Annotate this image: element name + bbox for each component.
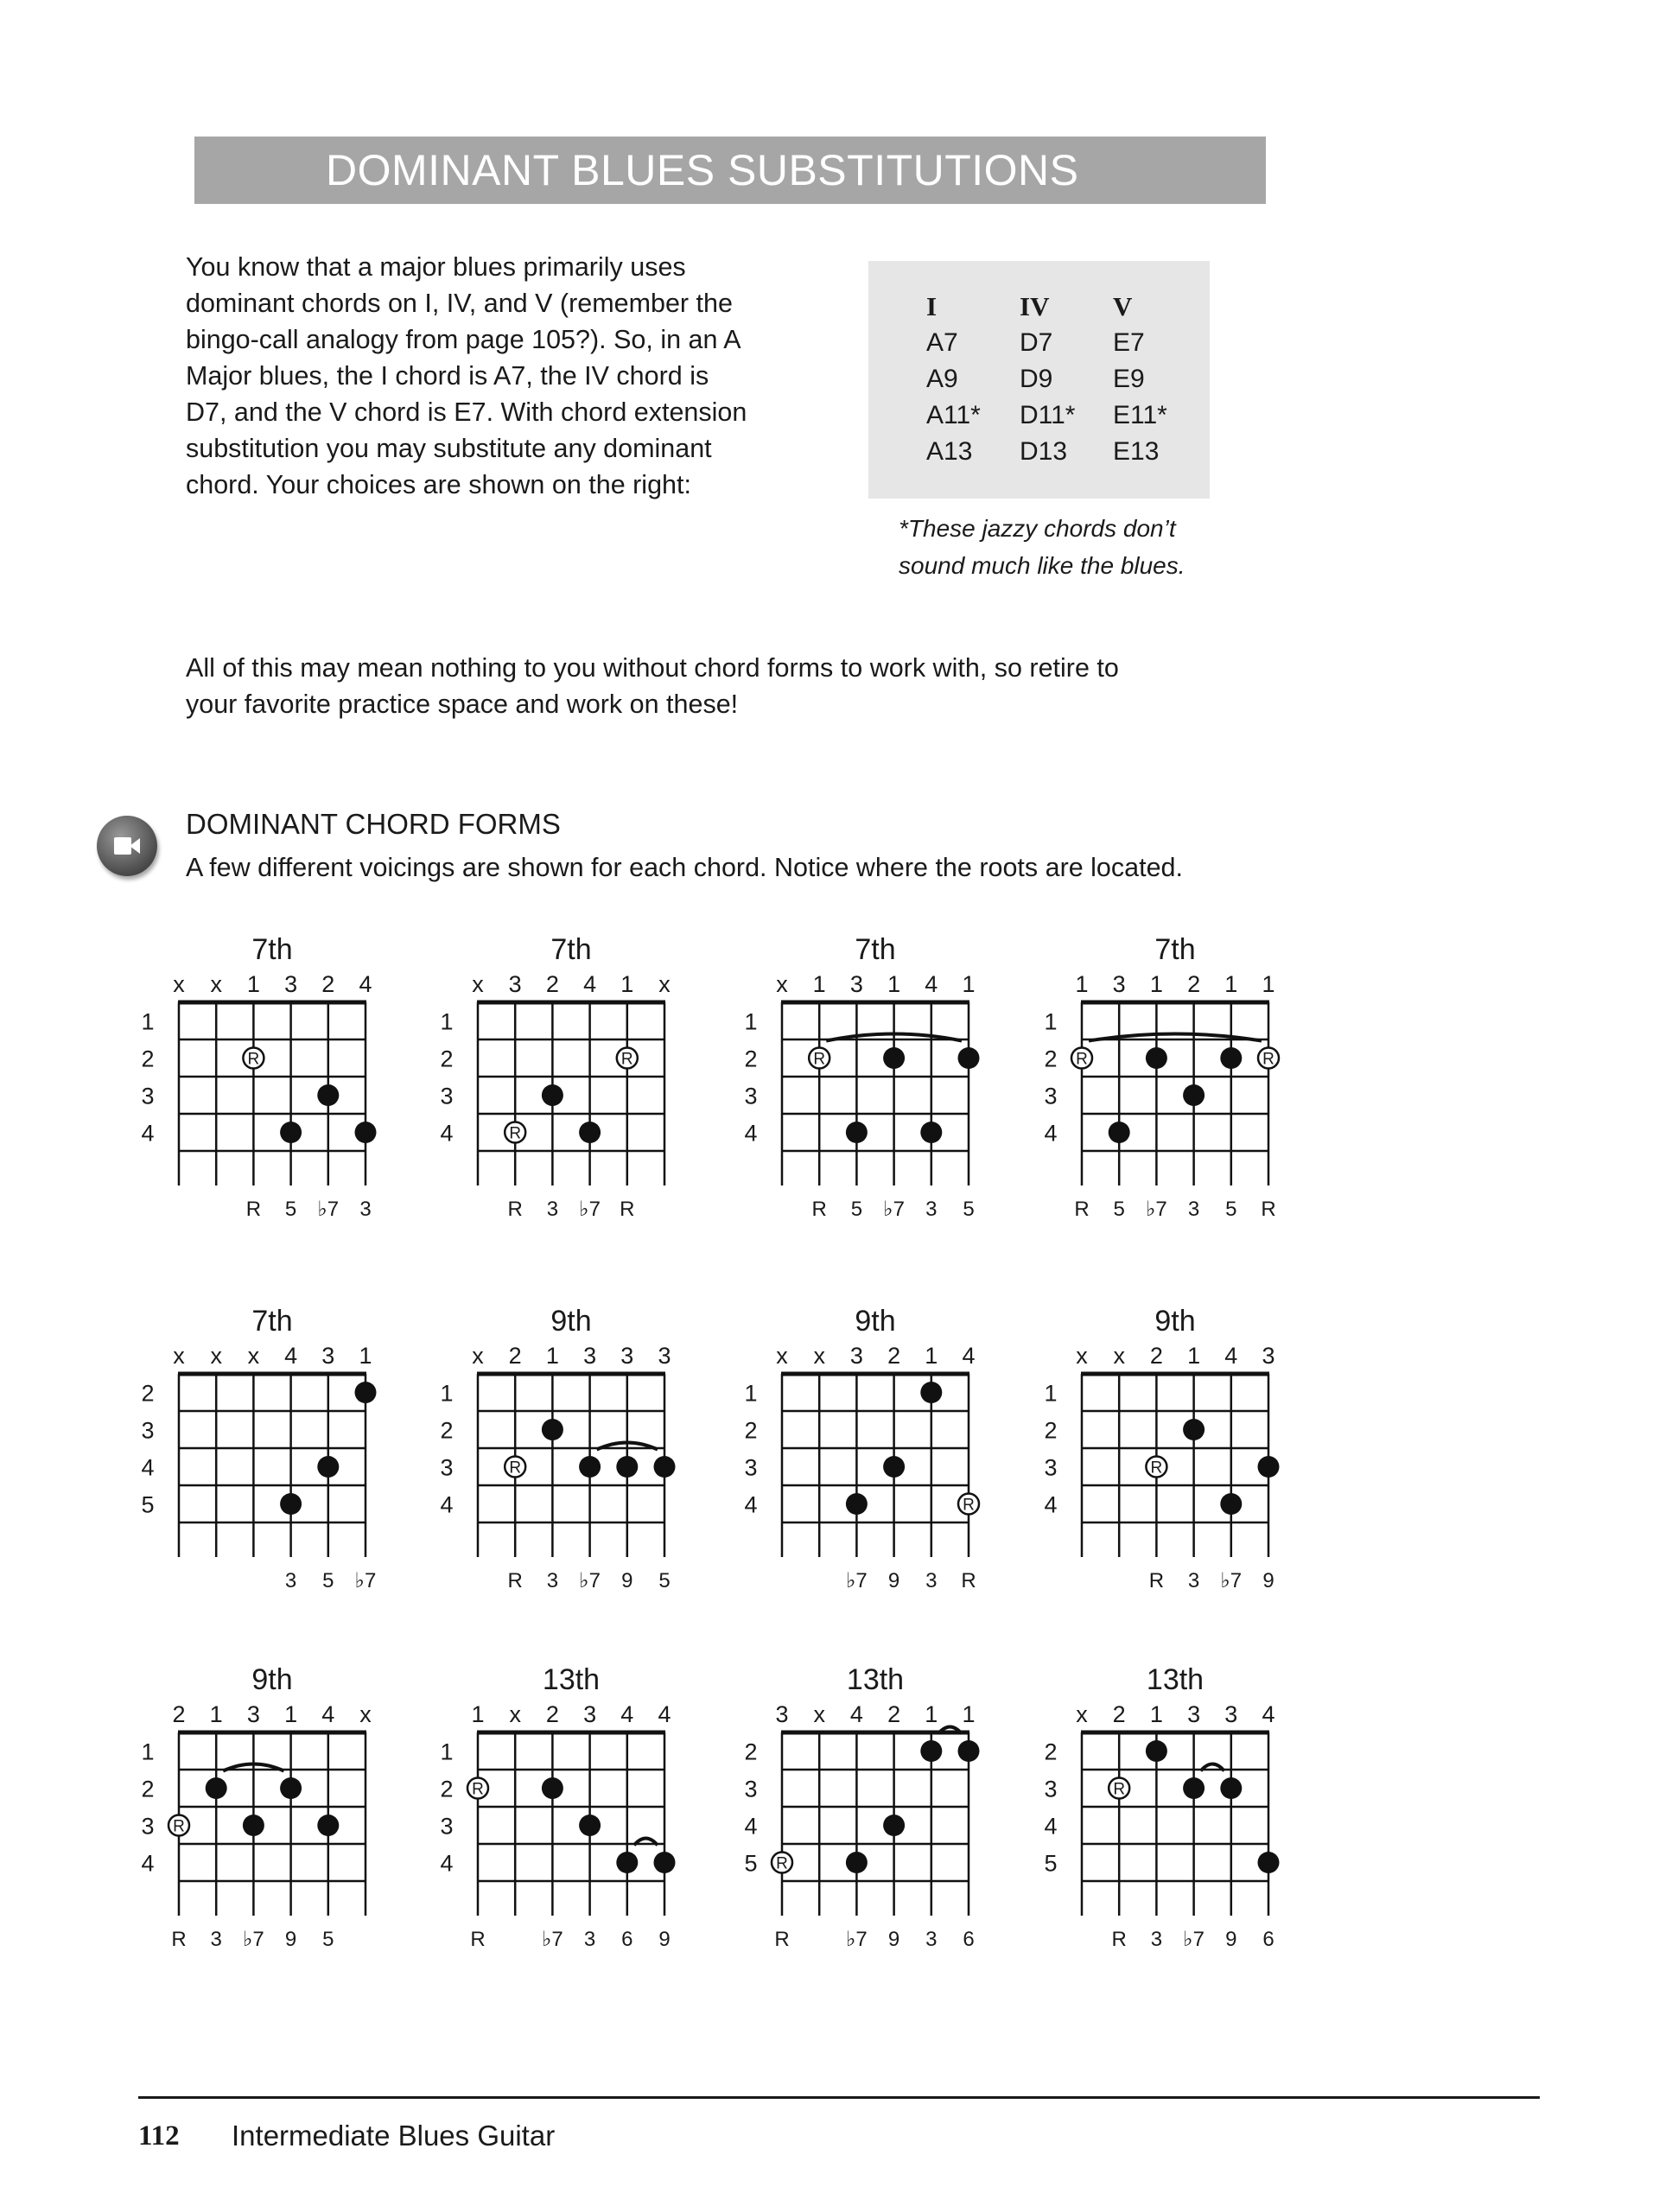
fret-number: 1 <box>744 1008 758 1035</box>
root-letter: R <box>1262 1050 1274 1069</box>
chord-name: 13th <box>1146 1663 1205 1696</box>
finger-number: 3 <box>321 1343 335 1369</box>
finger-number: 4 <box>284 1343 298 1369</box>
finger-number: x <box>813 1701 825 1727</box>
chord-name: 7th <box>1154 933 1196 966</box>
finger-number: x <box>1113 1343 1125 1369</box>
interval-label: 3 <box>546 1198 559 1221</box>
finger-number: 2 <box>1112 1701 1126 1727</box>
finger-number: 1 <box>925 1701 938 1727</box>
root-marker <box>467 1778 488 1799</box>
paragraph-line: your favorite practice space and work on these! <box>186 690 739 719</box>
finger-number: x <box>813 1343 825 1369</box>
finger-dot <box>1258 1456 1280 1478</box>
table-header: I <box>926 291 938 321</box>
root-letter: R <box>1113 1780 1126 1799</box>
chord-name: 7th <box>251 933 293 966</box>
interval-label: ♭7 <box>1220 1569 1243 1592</box>
fret-number: 2 <box>1044 1046 1058 1072</box>
interval-label: 3 <box>210 1928 222 1951</box>
finger-number: x <box>472 971 484 997</box>
fret-number: 3 <box>1044 1454 1058 1481</box>
finger-dot <box>920 1122 942 1143</box>
footer-divider <box>138 2096 1540 2099</box>
finger-number: 3 <box>284 971 298 997</box>
interval-label: R <box>620 1198 635 1221</box>
finger-dot <box>317 1456 339 1478</box>
finger-number: x <box>509 1701 521 1727</box>
fret-number: 2 <box>744 1738 758 1765</box>
finger-number: 3 <box>658 1343 671 1369</box>
finger-number: 4 <box>962 1343 976 1369</box>
footnote-line: sound much like the blues. <box>899 552 1185 579</box>
finger-number: 2 <box>1149 1343 1163 1369</box>
finger-number: 1 <box>359 1343 372 1369</box>
finger-number: 3 <box>583 1343 597 1369</box>
finger-dot <box>1146 1047 1167 1069</box>
interval-label: ♭7 <box>354 1569 377 1592</box>
interval-label: 3 <box>546 1569 559 1592</box>
chord-name: 13th <box>542 1663 601 1696</box>
finger-number: 2 <box>321 971 335 997</box>
finger-dot <box>883 1047 905 1069</box>
finger-dot <box>579 1122 601 1143</box>
interval-label: R <box>507 1198 523 1221</box>
intro-line: D7, and the V chord is E7. With chord extension <box>186 397 747 427</box>
intro-line: bingo-call analogy from page 105?). So, in an A <box>186 325 741 354</box>
interval-label: R <box>507 1569 523 1592</box>
intro-line: Major blues, the I chord is A7, the IV chord is <box>186 361 709 391</box>
root-marker <box>958 1494 979 1515</box>
root-marker <box>1071 1048 1092 1069</box>
fret-number: 1 <box>440 1380 454 1407</box>
root-marker <box>243 1048 264 1069</box>
fret-number: 2 <box>440 1776 454 1802</box>
fret-number: 1 <box>440 1008 454 1035</box>
fret-number: 1 <box>440 1738 454 1765</box>
fret-number: 2 <box>141 1046 155 1072</box>
chord-diagram-9th <box>744 1305 979 1592</box>
finger-number: 2 <box>172 1701 186 1727</box>
finger-dot <box>920 1382 942 1403</box>
chord-name: 7th <box>855 933 896 966</box>
root-marker <box>809 1048 830 1069</box>
interval-label: 3 <box>1187 1569 1200 1592</box>
chord-diagram-9th <box>141 1663 372 1951</box>
chord-name: 13th <box>846 1663 905 1696</box>
finger-number: 4 <box>583 971 597 997</box>
finger-dot <box>883 1815 905 1836</box>
chord-name: 7th <box>550 933 592 966</box>
finger-number: x <box>472 1343 484 1369</box>
table-cell: D7 <box>1020 328 1053 357</box>
finger-dot <box>958 1740 980 1762</box>
fret-number: 3 <box>744 1083 758 1109</box>
finger-number: 1 <box>284 1701 298 1727</box>
fret-number: 4 <box>1044 1120 1058 1147</box>
finger-number: 3 <box>246 1701 260 1727</box>
root-marker <box>617 1048 638 1069</box>
fret-number: 4 <box>744 1813 758 1840</box>
finger-dot <box>280 1122 302 1143</box>
chord-name: 9th <box>1154 1305 1196 1338</box>
finger-dot <box>243 1815 264 1836</box>
finger-number: 1 <box>1075 971 1089 997</box>
paragraph-line: All of this may mean nothing to you without chord forms to work with, so retire to <box>186 653 1119 683</box>
chord-name: 9th <box>251 1663 293 1696</box>
fret-number: 3 <box>440 1083 454 1109</box>
finger-number: 3 <box>775 1701 789 1727</box>
fret-number: 1 <box>141 1008 155 1035</box>
chord-diagram-9th <box>440 1305 675 1592</box>
finger-dot <box>1220 1047 1242 1069</box>
finger-number: 1 <box>887 971 901 997</box>
intro-line: You know that a major blues primarily uses <box>186 252 686 282</box>
chord-diagram-13th <box>744 1663 979 1951</box>
finger-number: 3 <box>1262 1343 1275 1369</box>
fret-number: 3 <box>141 1417 155 1444</box>
table-cell: E13 <box>1113 437 1160 466</box>
table-cell: A13 <box>926 437 973 466</box>
interval-label: R <box>774 1928 790 1951</box>
interval-label: R <box>811 1198 827 1221</box>
finger-number: 3 <box>583 1701 597 1727</box>
fret-number: 1 <box>1044 1008 1058 1035</box>
page-number: 112 <box>138 2120 180 2152</box>
interval-label: R <box>1074 1198 1090 1221</box>
finger-number: 2 <box>508 1343 522 1369</box>
interval-label: 3 <box>925 1569 938 1592</box>
finger-dot <box>280 1493 302 1515</box>
finger-number: 1 <box>962 1701 976 1727</box>
fret-number: 1 <box>1044 1380 1058 1407</box>
chord-diagram-13th <box>1044 1663 1279 1951</box>
fret-number: 4 <box>141 1454 155 1481</box>
interval-label: R <box>171 1928 187 1951</box>
fret-number: 3 <box>744 1454 758 1481</box>
interval-label: 9 <box>1262 1569 1274 1592</box>
interval-label: ♭7 <box>883 1198 905 1221</box>
table-cell: E7 <box>1113 328 1145 357</box>
fret-number: 2 <box>1044 1738 1058 1765</box>
finger-number: 3 <box>508 971 522 997</box>
finger-dot <box>1220 1777 1242 1799</box>
interval-label: ♭7 <box>846 1569 868 1592</box>
table-cell: E9 <box>1113 365 1145 393</box>
section-title-banner: DOMINANT BLUES SUBSTITUTIONS <box>194 137 1266 204</box>
root-letter: R <box>963 1496 975 1515</box>
finger-number: x <box>173 971 185 997</box>
interval-label: 9 <box>284 1928 297 1951</box>
finger-dot <box>579 1815 601 1836</box>
finger-number: x <box>658 971 671 997</box>
root-marker <box>505 1457 525 1478</box>
table-cell: D9 <box>1020 365 1053 393</box>
fret-number: 1 <box>141 1738 155 1765</box>
finger-number: 1 <box>1224 971 1238 997</box>
finger-dot <box>1220 1493 1242 1515</box>
fret-number: 2 <box>744 1417 758 1444</box>
interval-label: 6 <box>621 1928 633 1951</box>
interval-label: 6 <box>1262 1928 1274 1951</box>
finger-dot <box>1109 1122 1130 1143</box>
finger-dot <box>579 1456 601 1478</box>
root-letter: R <box>620 1050 633 1069</box>
interval-label: 3 <box>1187 1198 1200 1221</box>
table-cell: D13 <box>1020 437 1068 466</box>
interval-label: ♭7 <box>579 1569 601 1592</box>
fret-number: 4 <box>141 1120 155 1147</box>
interval-label: R <box>961 1569 976 1592</box>
fret-number: 4 <box>440 1491 454 1518</box>
interval-label: R <box>1261 1198 1276 1221</box>
finger-number: 4 <box>1224 1343 1238 1369</box>
interval-label: 3 <box>925 1198 938 1221</box>
root-letter: R <box>509 1124 522 1143</box>
finger-dot <box>542 1084 563 1106</box>
finger-dot <box>958 1047 980 1069</box>
interval-label: 5 <box>963 1198 975 1221</box>
finger-number: 1 <box>471 1701 485 1727</box>
chord-diagram-7th <box>1044 933 1279 1221</box>
finger-number: x <box>210 1343 222 1369</box>
interval-label: 5 <box>322 1928 334 1951</box>
chord-name: 9th <box>855 1305 896 1338</box>
finger-number: x <box>359 1701 372 1727</box>
fret-number: 4 <box>141 1850 155 1877</box>
finger-dot <box>280 1777 302 1799</box>
root-marker <box>772 1853 792 1873</box>
finger-number: 4 <box>925 971 938 997</box>
interval-label: ♭7 <box>1146 1198 1167 1221</box>
chord-diagram-7th <box>744 933 979 1221</box>
finger-dot <box>654 1852 676 1873</box>
table-cell: D11* <box>1020 401 1076 429</box>
chord-name: 7th <box>251 1305 293 1338</box>
interval-label: 9 <box>658 1928 671 1951</box>
chord-diagram-7th <box>440 933 671 1221</box>
interval-label: 9 <box>887 1928 900 1951</box>
finger-number: 3 <box>849 971 863 997</box>
root-marker <box>505 1122 525 1143</box>
interval-label: R <box>1148 1569 1165 1592</box>
finger-number: 4 <box>849 1701 863 1727</box>
finger-number: x <box>1076 1701 1088 1727</box>
fret-number: 3 <box>141 1083 155 1109</box>
finger-dot <box>542 1777 563 1799</box>
finger-number: 4 <box>620 1701 634 1727</box>
finger-number: 2 <box>1187 971 1201 997</box>
table-cell: E11* <box>1113 401 1167 429</box>
finger-number: 2 <box>545 971 559 997</box>
interval-label: 5 <box>658 1569 671 1592</box>
fret-number: 2 <box>141 1380 155 1407</box>
finger-dot <box>1183 1419 1205 1440</box>
interval-label: 5 <box>1113 1198 1125 1221</box>
interval-label: 3 <box>1150 1928 1163 1951</box>
finger-dot <box>1183 1777 1205 1799</box>
finger-dot <box>355 1382 377 1403</box>
interval-label: ♭7 <box>317 1198 340 1221</box>
interval-label: 9 <box>887 1569 900 1592</box>
finger-dot <box>920 1740 942 1762</box>
root-letter: R <box>247 1050 260 1069</box>
chord-diagram-7th <box>141 1305 376 1592</box>
fret-number: 2 <box>744 1046 758 1072</box>
finger-number: x <box>776 971 788 997</box>
section-heading: DOMINANT CHORD FORMS <box>186 808 561 840</box>
fret-number: 3 <box>1044 1776 1058 1802</box>
finger-number: 3 <box>620 1343 634 1369</box>
root-letter: R <box>173 1817 185 1836</box>
interval-label: 9 <box>621 1569 633 1592</box>
finger-dot <box>616 1852 638 1873</box>
fret-number: 3 <box>440 1454 454 1481</box>
fret-number: 3 <box>744 1776 758 1802</box>
finger-dot <box>317 1084 339 1106</box>
finger-number: x <box>247 1343 260 1369</box>
root-marker <box>1258 1048 1279 1069</box>
footnote-line: *These jazzy chords don’t <box>899 515 1176 542</box>
fret-number: 2 <box>1044 1417 1058 1444</box>
interval-label: 3 <box>925 1928 938 1951</box>
fret-number: 1 <box>744 1380 758 1407</box>
chord-diagram-9th <box>1044 1305 1279 1592</box>
table-cell: A7 <box>926 328 958 357</box>
finger-dot <box>846 1122 868 1143</box>
interval-label: ♭7 <box>1183 1928 1205 1951</box>
section-subheading: A few different voicings are shown for each chord. Notice where the roots are located. <box>186 853 1183 882</box>
finger-dot <box>355 1122 377 1143</box>
finger-dot <box>1258 1852 1280 1873</box>
fret-number: 4 <box>1044 1813 1058 1840</box>
finger-number: 4 <box>359 971 372 997</box>
root-marker <box>1146 1457 1166 1478</box>
interval-label: 3 <box>284 1569 297 1592</box>
fret-number: 5 <box>744 1850 758 1877</box>
fret-number: 4 <box>744 1120 758 1147</box>
fret-number: 4 <box>440 1850 454 1877</box>
finger-number: x <box>1076 1343 1088 1369</box>
finger-number: 4 <box>1262 1701 1275 1727</box>
finger-number: 1 <box>925 1343 938 1369</box>
finger-number: 1 <box>620 971 634 997</box>
table-header: V <box>1113 291 1133 321</box>
finger-number: 3 <box>1112 971 1126 997</box>
fret-number: 2 <box>141 1776 155 1802</box>
fret-number: 4 <box>1044 1491 1058 1518</box>
finger-dot <box>616 1456 638 1478</box>
finger-number: 1 <box>246 971 260 997</box>
table-cell: A11* <box>926 401 981 429</box>
finger-number: 1 <box>1149 1701 1163 1727</box>
chord-diagram-7th <box>141 933 376 1221</box>
interval-label: 5 <box>322 1569 334 1592</box>
interval-label: 5 <box>850 1198 863 1221</box>
finger-number: 4 <box>321 1701 335 1727</box>
interval-label: 3 <box>359 1198 372 1221</box>
finger-number: 1 <box>962 971 976 997</box>
finger-number: x <box>776 1343 788 1369</box>
finger-number: x <box>210 971 222 997</box>
chord-name: 9th <box>550 1305 592 1338</box>
finger-dot <box>846 1493 868 1515</box>
finger-number: 1 <box>1149 971 1163 997</box>
fret-number: 2 <box>440 1046 454 1072</box>
fret-number: 4 <box>440 1120 454 1147</box>
interval-label: ♭7 <box>579 1198 601 1221</box>
root-marker <box>168 1815 189 1836</box>
interval-label: 5 <box>1225 1198 1237 1221</box>
interval-label: ♭7 <box>846 1928 868 1951</box>
root-letter: R <box>776 1854 788 1873</box>
root-letter: R <box>1076 1050 1088 1069</box>
finger-dot <box>846 1852 868 1873</box>
finger-number: x <box>173 1343 185 1369</box>
finger-number: 1 <box>1187 1343 1201 1369</box>
interval-label: R <box>245 1198 262 1221</box>
finger-number: 1 <box>812 971 826 997</box>
finger-dot <box>883 1456 905 1478</box>
fret-number: 5 <box>1044 1850 1058 1877</box>
fret-number: 2 <box>440 1417 454 1444</box>
finger-number: 1 <box>1262 971 1275 997</box>
finger-number: 1 <box>209 1701 223 1727</box>
interval-label: R <box>1111 1928 1127 1951</box>
intro-line: dominant chords on I, IV, and V (remember the <box>186 289 733 318</box>
finger-number: 3 <box>849 1343 863 1369</box>
chord-diagram-13th <box>440 1663 675 1951</box>
finger-number: 2 <box>545 1701 559 1727</box>
fret-number: 4 <box>744 1491 758 1518</box>
root-letter: R <box>509 1459 522 1478</box>
interval-label: R <box>470 1928 486 1951</box>
finger-dot <box>317 1815 339 1836</box>
interval-label: ♭7 <box>243 1928 264 1951</box>
finger-number: 3 <box>1187 1701 1201 1727</box>
root-letter: R <box>1150 1459 1163 1478</box>
finger-number: 3 <box>1224 1701 1238 1727</box>
interval-label: ♭7 <box>542 1928 563 1951</box>
finger-number: 4 <box>658 1701 671 1727</box>
interval-label: 9 <box>1225 1928 1237 1951</box>
finger-number: 2 <box>887 1343 901 1369</box>
finger-dot <box>542 1419 563 1440</box>
table-header: IV <box>1020 291 1050 321</box>
finger-number: 1 <box>545 1343 559 1369</box>
interval-label: 5 <box>284 1198 297 1221</box>
fret-number: 3 <box>1044 1083 1058 1109</box>
root-letter: R <box>472 1780 484 1799</box>
finger-dot <box>1183 1084 1205 1106</box>
intro-line: chord. Your choices are shown on the right: <box>186 470 691 499</box>
root-marker <box>1109 1778 1129 1799</box>
fret-number: 5 <box>141 1491 155 1518</box>
finger-number: 2 <box>887 1701 901 1727</box>
fret-number: 3 <box>440 1813 454 1840</box>
finger-dot <box>1146 1740 1167 1762</box>
book-title: Intermediate Blues Guitar <box>232 2120 556 2152</box>
finger-dot <box>206 1777 227 1799</box>
table-cell: A9 <box>926 365 958 393</box>
interval-label: 3 <box>583 1928 596 1951</box>
intro-line: substitution you may substitute any dominant <box>186 434 712 463</box>
root-letter: R <box>813 1050 826 1069</box>
finger-dot <box>654 1456 676 1478</box>
fret-number: 3 <box>141 1813 155 1840</box>
interval-label: 6 <box>963 1928 975 1951</box>
